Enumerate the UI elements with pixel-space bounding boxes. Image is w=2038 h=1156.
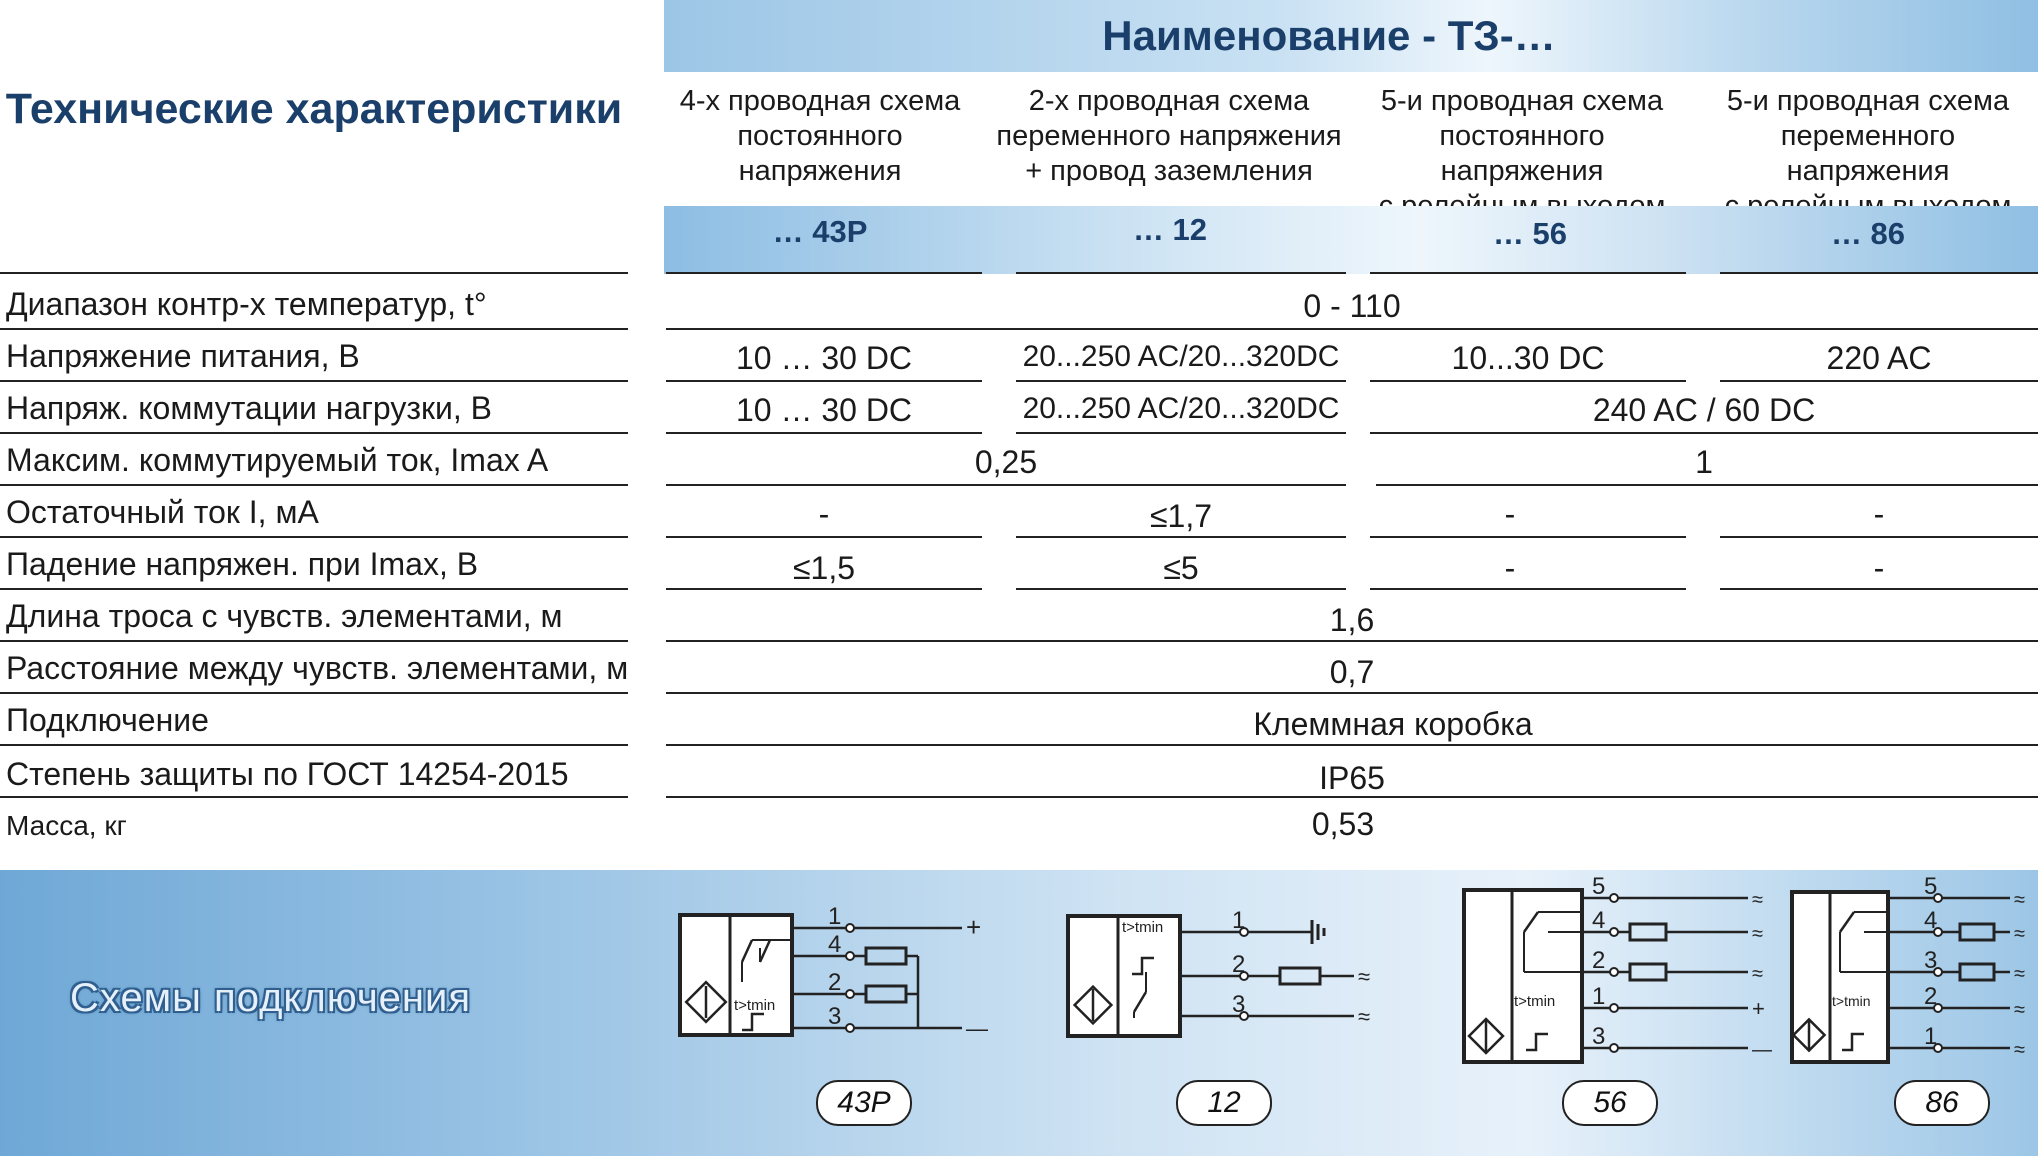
terminal-label: ≈: [2014, 999, 2025, 1021]
pin-label: 3: [828, 1003, 842, 1030]
terminal-label: +: [966, 912, 982, 942]
variant-code-43p: … 43Р: [772, 214, 868, 249]
row-divider: [1016, 536, 1346, 538]
diagram-tag-12: 12: [1176, 1080, 1272, 1126]
row-label-max-current: Максим. коммутируемый ток, Imax A: [6, 442, 549, 478]
terminal-label: ≈: [2014, 923, 2025, 945]
value-switch-43p: 10 … 30 DC: [735, 392, 913, 428]
terminal-label: ≈: [2014, 963, 2025, 985]
variant-desc-12: [992, 84, 1346, 189]
row-divider: [1720, 380, 2038, 382]
pin-label: 4: [828, 931, 842, 958]
value-supply-43p: 10 … 30 DC: [735, 340, 913, 376]
pin-label: 2: [828, 969, 842, 996]
page-title: Наименование - ТЗ-…: [1102, 12, 1556, 59]
row-divider: [0, 588, 628, 590]
row-divider: [1376, 484, 2038, 486]
row-label-element-distance: Расстояние между чувств. элементами, м: [6, 650, 629, 686]
pin-label: 2: [1924, 983, 1938, 1010]
variant-desc-86: [1698, 84, 2038, 224]
value-mass: 0,53: [1311, 806, 1375, 842]
value-supply-56: 10...30 DC: [1451, 340, 1605, 376]
row-divider: [1370, 588, 1686, 590]
row-divider: [666, 536, 982, 538]
pin-label: 4: [1924, 907, 1938, 934]
terminal-label: ≈: [1358, 964, 1371, 989]
wiring-diagram-56: [1458, 876, 1778, 1066]
wiring-diagram-43p: [670, 890, 990, 1050]
terminal-label: +: [1752, 996, 1765, 1021]
terminal-label: —: [1752, 1039, 1772, 1061]
variant-code-56: … 56: [1492, 216, 1568, 251]
row-divider: [666, 432, 982, 434]
variant-desc-56: [1356, 84, 1688, 224]
sensor-label: t>tmin: [734, 997, 776, 1014]
row-divider: [0, 380, 628, 382]
value-element-distance: 0,7: [1329, 654, 1375, 690]
variant-desc-line: 5-и проводная схема: [1380, 85, 1664, 117]
terminal-label: ≈: [2014, 1039, 2025, 1061]
value-drop-12: ≤5: [1163, 550, 1199, 586]
row-divider: [1370, 536, 1686, 538]
value-supply-12: 20...250 AC/20...320DC: [1022, 340, 1340, 373]
row-divider: [666, 272, 982, 274]
row-divider: [666, 744, 2038, 746]
terminal-label: ≈: [1752, 963, 1763, 985]
pin-label: 5: [1924, 876, 1938, 900]
row-divider: [666, 588, 982, 590]
pin-label: 1: [1232, 907, 1246, 934]
tech-characteristics-title: Технические характеристики: [5, 85, 623, 133]
sensor-label: t>tmin: [1122, 919, 1164, 936]
pin-label: 2: [1232, 951, 1246, 978]
row-divider: [666, 640, 2038, 642]
value-connection: Клеммная коробка: [1253, 706, 1533, 742]
row-label-voltage-drop: Падение напряжен. при Imax, В: [6, 546, 479, 582]
row-divider: [1016, 272, 1346, 274]
terminal-label: ≈: [1752, 923, 1763, 945]
row-divider: [1370, 272, 1686, 274]
row-divider: [666, 380, 982, 382]
pin-label: 2: [1592, 947, 1606, 974]
row-label-switch-voltage: Напряж. коммутации нагрузки, В: [6, 390, 493, 426]
variant-desc-line: напряжения: [738, 155, 902, 187]
row-divider: [0, 484, 628, 486]
value-supply-86: 220 AC: [1826, 340, 1932, 376]
row-divider: [1370, 380, 1686, 382]
row-label-cable-length: Длина троса с чувств. элементами, м: [6, 598, 563, 634]
row-divider: [0, 692, 628, 694]
row-label-protection: Степень защиты по ГОСТ 14254-2015: [6, 756, 569, 792]
row-divider: [666, 796, 2038, 798]
pin-label: 3: [1924, 947, 1938, 974]
value-cable-length: 1,6: [1329, 602, 1375, 638]
row-divider: [0, 328, 628, 330]
row-divider: [1370, 432, 2038, 434]
schemes-title: Схемы подключения: [70, 976, 472, 1020]
diagram-tag-43p: 43Р: [816, 1080, 912, 1126]
value-drop-86: -: [1873, 550, 1885, 586]
terminal-label: ≈: [1358, 1004, 1371, 1029]
pin-label: 3: [1232, 991, 1246, 1018]
value-residual-56: -: [1504, 496, 1516, 532]
sensor-label: t>tmin: [1832, 993, 1871, 1009]
value-drop-43p: ≤1,5: [792, 550, 856, 586]
row-label-supply-voltage: Напряжение питания, В: [6, 338, 360, 374]
row-divider: [1720, 272, 2038, 274]
pin-label: 5: [1592, 876, 1606, 900]
row-divider: [666, 484, 1346, 486]
row-label-temp-range: Диапазон контр-х температур, t°: [6, 286, 487, 322]
row-divider: [1016, 432, 1346, 434]
pin-label: 3: [1592, 1023, 1606, 1050]
row-label-mass: Масса, кг: [6, 810, 127, 841]
variant-desc-line: постоянного: [737, 120, 903, 152]
value-residual-86: -: [1873, 496, 1885, 532]
variant-desc-line: постоянного напряжения: [1439, 120, 1605, 187]
terminal-label: —: [966, 1016, 988, 1041]
terminal-label: ≈: [1752, 889, 1763, 911]
variant-desc-line: 5-и проводная схема: [1726, 85, 2010, 117]
value-residual-12: ≤1,7: [1149, 498, 1213, 534]
row-divider: [1720, 588, 2038, 590]
row-divider: [0, 272, 628, 274]
variant-desc-line: переменного напряжения: [996, 120, 1342, 152]
value-switch-12: 20...250 AC/20...320DC: [1022, 392, 1340, 425]
row-divider: [0, 536, 628, 538]
row-divider: [666, 328, 2038, 330]
pin-label: 1: [1924, 1023, 1938, 1050]
terminal-label: ≈: [2014, 889, 2025, 911]
diagram-tag-56: 56: [1562, 1080, 1658, 1126]
wiring-diagram-86: [1788, 876, 2038, 1066]
wiring-diagram-12: [1062, 896, 1392, 1046]
row-divider: [0, 744, 628, 746]
value-residual-43p: -: [818, 496, 830, 532]
row-divider: [0, 796, 628, 798]
row-divider: [1016, 380, 1346, 382]
pin-label: 4: [1592, 907, 1606, 934]
variant-desc-line: + провод заземления: [1025, 155, 1313, 187]
row-divider: [0, 432, 628, 434]
value-max-current-relay: 1: [1695, 444, 1713, 480]
value-temp-range: 0 - 110: [1303, 288, 1401, 324]
row-label-connection: Подключение: [6, 702, 209, 738]
sensor-label: t>tmin: [1514, 993, 1556, 1010]
value-protection: IP65: [1319, 760, 1385, 796]
value-max-current-dc: 0,25: [974, 444, 1038, 480]
variant-desc-43p: [670, 84, 970, 189]
diagram-tag-86: 86: [1894, 1080, 1990, 1126]
pin-label: 1: [828, 903, 842, 930]
value-drop-56: -: [1504, 550, 1516, 586]
variant-desc-line: переменного напряжения: [1780, 120, 1956, 187]
row-divider: [1016, 588, 1346, 590]
row-divider: [0, 640, 628, 642]
variant-desc-line: 2-х проводная схема: [1028, 85, 1310, 117]
variant-code-86: … 86: [1830, 216, 1906, 251]
row-divider: [666, 692, 2038, 694]
row-divider: [1720, 536, 2038, 538]
row-label-residual-current: Остаточный ток I, мА: [6, 494, 319, 530]
value-switch-relay: 240 AC / 60 DC: [1592, 392, 1816, 428]
pin-label: 1: [1592, 983, 1606, 1010]
variant-desc-line: 4-х проводная схема: [679, 85, 961, 117]
variant-code-12: … 12: [1132, 212, 1208, 247]
